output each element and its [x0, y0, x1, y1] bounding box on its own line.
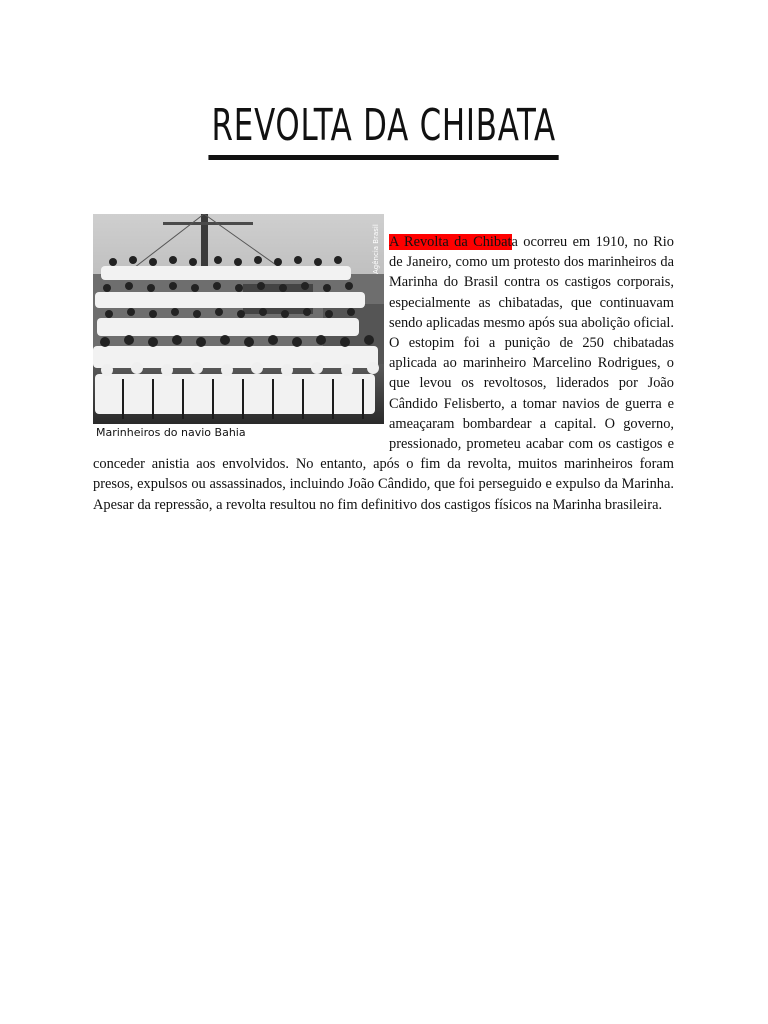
page-title: [0, 100, 768, 160]
sailors-photo: [93, 214, 384, 424]
photo-credit: Agência Brasil: [372, 224, 380, 274]
photo-figure: [93, 214, 389, 440]
highlighted-phrase: A Revolta da Chibat: [389, 234, 512, 250]
article-body: [93, 224, 674, 515]
article-text: a ocorreu em 1910, no Rio de Janeiro, como um protesto dos marinheiros da Marinha do Brasil contra os castigos corporais, especialmente as chibatadas, que continuavam sendo aplicadas mesmo após sua abolição oficial. O estopim foi a punição de 250 chibatadas aplicada ao marinheiro Marcelino Rodrigues, o que levou os revoltosos, liderados por João Cândido Felisberto, a tomar navios de guerra e ameaçaram bombardear a capital. O governo, pressionado, prometeu acabar com os castigos e conceder anistia aos envolvidos. No entanto, após o fim da revolta, muitos marinheiros foram presos, expulsos ou assassinados, incluindo João Cândido, que foi perseguido e expulso da Marinha. Apesar da repressão, a revolta resultou no fim definitivo dos castigos físicos na Marinha brasileira.: [93, 234, 674, 513]
page-title-text: REVOLTA DA CHIBATA: [209, 100, 560, 160]
photo-caption: Marinheiros do navio Bahia: [96, 426, 246, 439]
